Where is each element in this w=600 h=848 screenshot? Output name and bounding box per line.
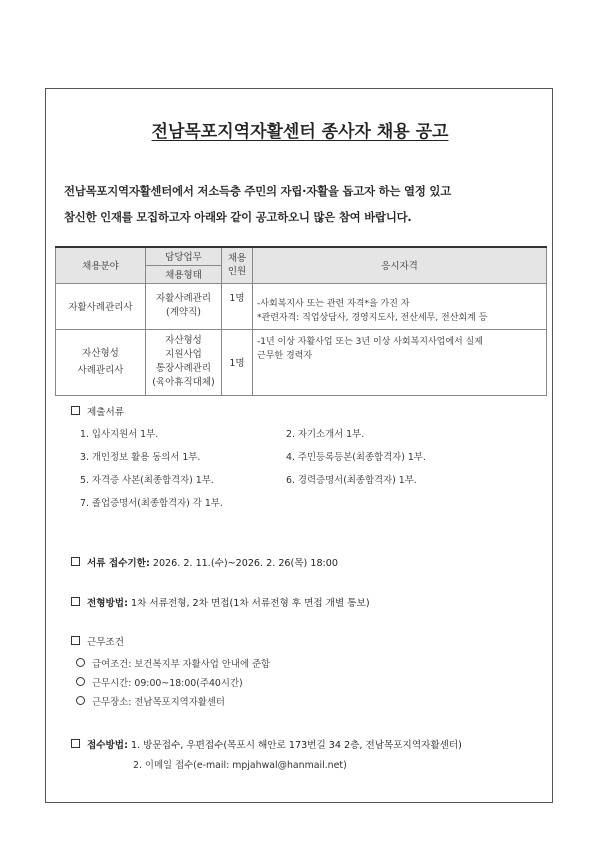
condition-text: 급여조건: 보건복지부 자활사업 안내에 준함 bbox=[92, 659, 271, 670]
square-bullet-icon bbox=[71, 597, 80, 606]
row-count: 1명 bbox=[222, 283, 253, 329]
header-duty: 담당업무 bbox=[146, 247, 222, 265]
header-field: 채용분야 bbox=[56, 247, 146, 283]
notice-title-text: 전남목포지역자활센터 종사자 채용 공고 bbox=[151, 122, 449, 142]
table-row bbox=[56, 283, 547, 329]
intro-line-2: 참신한 인재를 모집하고자 아래와 같이 공고하오니 많은 참여 바랍니다. bbox=[64, 210, 412, 224]
document-item: 3. 개인정보 활용 동의서 1부. bbox=[80, 452, 201, 463]
deadline-label: 서류 접수기한: bbox=[87, 558, 150, 569]
documents-heading bbox=[71, 404, 124, 418]
conditions-heading bbox=[71, 634, 124, 648]
intro-line-1: 전남목포지역자활센터에서 저소득층 주민의 자립·자활을 돕고자 하는 열정 있고 bbox=[64, 184, 451, 198]
application-line-1: 1. 방문접수, 우편접수(목포시 해안로 173번길 34 2층, 전남목포지역자활센터) bbox=[127, 740, 462, 751]
selection-value: 1차 서류전형, 2차 면접(1차 서류전형 후 면접 개별 통보) bbox=[127, 598, 370, 609]
condition-text: 근무장소: 전남목포지역자활센터 bbox=[92, 697, 225, 708]
application-line-2: 2. 이메일 접수(e-mail: mpjahwal@hanmail.net) bbox=[133, 760, 347, 771]
qualification-line: 근무한 경력자 bbox=[257, 350, 313, 361]
header-qualification: 응시자격 bbox=[253, 247, 547, 283]
square-bullet-icon bbox=[71, 636, 80, 645]
row-field: 자활사례관리사 bbox=[56, 283, 146, 329]
application-line bbox=[71, 737, 462, 751]
documents-heading-text: 제출서류 bbox=[87, 407, 125, 418]
condition-text: 근무시간: 09:00~18:00(주40시간) bbox=[92, 678, 243, 689]
notice-title bbox=[45, 117, 555, 142]
row-qualification bbox=[253, 283, 547, 329]
circle-bullet-icon bbox=[76, 677, 85, 686]
document-item: 5. 자격증 사본(최종합격자) 1부. bbox=[80, 475, 214, 486]
condition-item bbox=[76, 675, 243, 689]
selection-line bbox=[71, 595, 370, 609]
circle-bullet-icon bbox=[76, 696, 85, 705]
condition-item bbox=[76, 694, 225, 708]
square-bullet-icon bbox=[71, 739, 80, 748]
header-count: 채용 인원 bbox=[222, 247, 253, 283]
document-item: 7. 졸업증명서(최종합격자) 각 1부. bbox=[80, 498, 223, 509]
row-field: 자산형성 사례관리사 bbox=[56, 329, 146, 395]
row-qualification bbox=[253, 329, 547, 395]
deadline-value: 2026. 2. 11.(수)~2026. 2. 26(목) 18:00 bbox=[149, 558, 338, 569]
table-row bbox=[56, 329, 547, 395]
condition-item bbox=[76, 656, 270, 670]
row-duty: 자산형성 지원사업 통장사례관리 (육아휴직대체) bbox=[146, 329, 222, 395]
header-type: 채용형태 bbox=[146, 265, 222, 283]
document-item: 6. 경력증명서(최종합격자) 1부. bbox=[286, 475, 417, 486]
document-item: 4. 주민등록등본(최종합격자) 1부. bbox=[286, 452, 426, 463]
circle-bullet-icon bbox=[76, 658, 85, 667]
conditions-heading-text: 근무조건 bbox=[87, 637, 125, 648]
qualification-line: -사회복지사 또는 관련 자격*을 가진 자 bbox=[257, 299, 410, 309]
document-item: 2. 자기소개서 1부. bbox=[286, 429, 365, 440]
row-count: 1명 bbox=[222, 329, 253, 395]
deadline-line bbox=[71, 555, 338, 569]
intro-paragraph bbox=[64, 178, 544, 230]
application-label: 접수방법: bbox=[87, 740, 128, 751]
row-duty: 자활사례관리 (계약직) bbox=[146, 283, 222, 329]
selection-label: 전형방법: bbox=[87, 598, 128, 609]
square-bullet-icon bbox=[71, 557, 80, 566]
document-item: 1. 입사지원서 1부. bbox=[80, 429, 159, 440]
qualification-note: *관련자격: 직업상담사, 경영지도사, 전산세무, 전산회계 등 bbox=[257, 313, 488, 323]
square-bullet-icon bbox=[71, 406, 80, 415]
recruitment-table bbox=[55, 246, 547, 396]
qualification-line: -1년 이상 자활사업 또는 3년 이상 사회복지사업에서 실제 bbox=[257, 336, 483, 347]
